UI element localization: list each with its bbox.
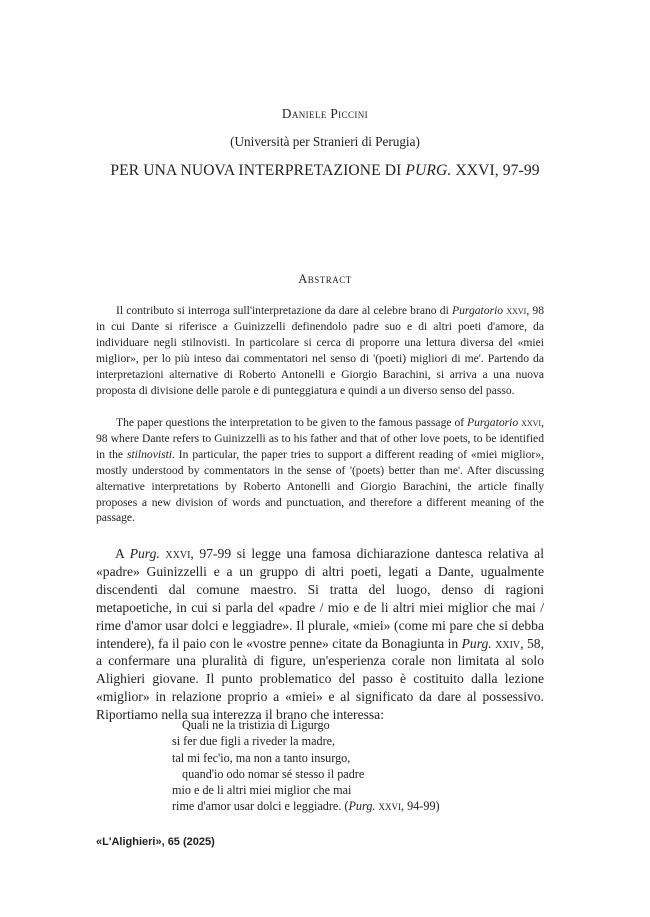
verse-quotation [172,717,552,815]
author-name: Daniele Piccini [281,106,369,121]
title-italic: PURG. [405,162,452,179]
journal-citation: «L'Alighieri», 65 (2025) [96,836,215,848]
abstract-italian: Il contributo si interroga sull'interpretazione da dare al celebre brano di Purgatorio xxvi, 98 in cui Dante si riferisce a Guinizzelli definendolo padre suo e di altri poeti d'amore, da individuare negli stilnovisti. In particolare si cerca di proporre una lettura diversa del «miei miglior», per lo più inteso dai commentatori nel senso di '(poeti) migliori di me'. Partendo da interpretazioni alternative di Roberto Antonelli e Giorgio Barachini, si arriva a una nuova proposta di divisione delle parole e di punteggiatura e quindi a un diverso senso del passo. [96,304,545,397]
verse-reference-canto: xxvi [378,799,402,814]
verse-line: si fer due figli a riveder la madre, [172,734,336,749]
title-text: PER UNA NUOVA INTERPRETAZIONE DI [110,162,406,179]
abstract-heading: Abstract [298,272,352,286]
verse-line: mio e de li altri miei miglior che mai [172,783,352,798]
verse-line: Quali ne la tristizia di Ligurgo [182,718,330,732]
title-end: XXVI, 97-99 [451,162,540,179]
verse-line: quand'io odo nomar sé stesso il padre [182,766,365,781]
body-paragraph: A Purg. xxvi, 97-99 si legge una famosa dichiarazione dantesca relativa al «padre» Guinizzelli e a un gruppo di altri poeti, legati a Dante, ugualmente discendenti dal comune maestro. Si tratta del luogo, denso di ragioni metapoetiche, in cui si parla del «padre / mio e de li altri miei miglior che mai / rime d'amor usar dolci e leggiadre». Il plurale, «miei» (come mi pare che si debba intendere), fa il paio con le «vostre penne» citate da Bonagiunta in Purg. xxiv, 58, a confermare una pluralità di figure, un'esperienza corale non limitata al solo Alighieri giovane. Il punto problematico del passo è costituito dalla lezione «miglior» in relazione proprio a «miei» e al significato da dare al possessivo. Riportiamo nella sua interezza il brano che interessa: [96,546,544,723]
verse-line: tal mi fec'io, ma non a tanto insurgo, [172,750,351,765]
abstract-english: The paper questions the interpretation to be given to the famous passage of Purgatorio xxvi, 98 where Dante refers to Guinizzelli as to his father and that of other love poets, to be identified in the stilnovisti. In particular, the paper tries to support a different reading of «miei miglior», mostly understood by commentators in the sense of '(poets) better than me'. After discussing alternative interpretations by Roberto Antonelli and Giorgio Barachini, the article finally proposes a new division of words and punctuation, and therefore a different meaning of the passage. [96,416,544,525]
article-title [0,162,650,180]
author-affiliation: (Università per Stranieri di Perugia) [230,134,420,149]
verse-line: rime d'amor usar dolci e leggiadre. (Purg. xxvi, 94-99) [172,799,440,814]
verse-reference-italic: Purg. [348,799,376,814]
